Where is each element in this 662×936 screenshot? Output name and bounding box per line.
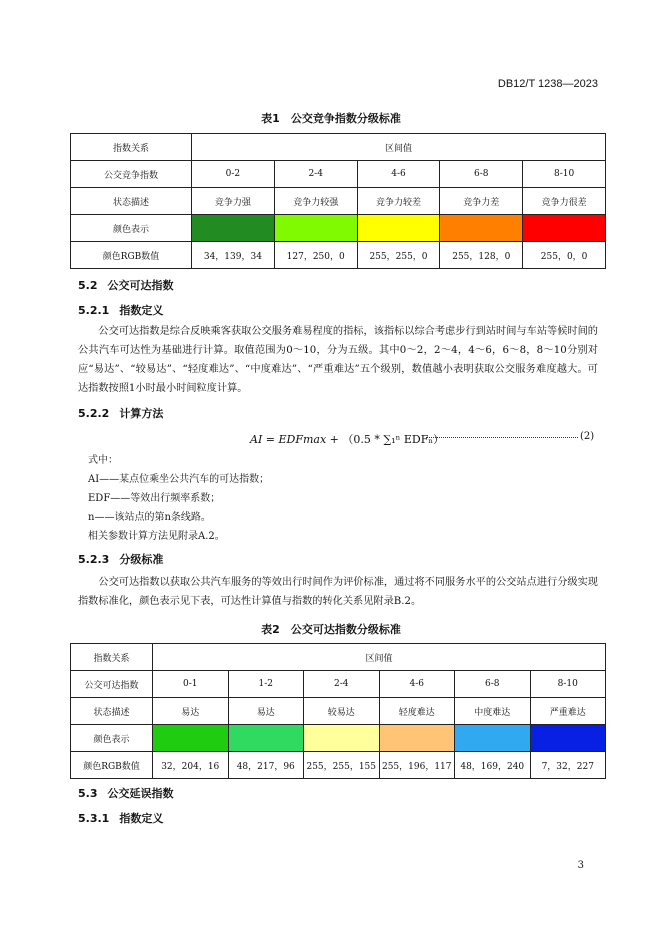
table-cell: 0-1 [153,671,229,698]
section-number: 5.3.1 [78,812,110,825]
section-number: 5.3 [78,787,98,800]
table1 [70,133,606,269]
table2-row-label-index: 公交可达指数 [71,671,153,698]
table-cell: 8-10 [530,671,606,698]
table-cell: 竞争力很差 [523,188,606,215]
table2 [70,643,606,779]
table-cell: 6-8 [455,671,531,698]
table-cell: 易达 [153,698,229,725]
table-cell: 易达 [228,698,304,725]
color-swatch [380,725,455,751]
table-cell: 轻度难达 [379,698,455,725]
table-cell: 0-2 [192,161,275,188]
color-swatch [229,725,304,751]
color-swatch [304,725,379,751]
section-5-2-2-heading [78,405,163,421]
color-swatch-cell [440,215,523,242]
section-5-2-heading [78,277,174,293]
section-title: 分级标准 [119,553,164,566]
doc-code-header: DB12/T 1238—2023 [497,78,598,90]
table-cell: 255，196，117 [379,752,455,779]
table2-caption: 表2 公交可达指数分级标准 [261,623,401,636]
color-swatch [153,725,228,751]
table-cell: 竞争力较强 [274,188,357,215]
table1-corner-label: 指数关系 [71,134,192,161]
section-title: 指数定义 [119,812,164,825]
definition-line: EDF——等效出行频率系数； [88,493,221,504]
color-swatch-cell [192,215,275,242]
table-cell: 严重难达 [530,698,606,725]
table-cell: 4-6 [379,671,455,698]
table-cell: 竞争力较差 [357,188,440,215]
color-swatch-cell [357,215,440,242]
section-number: 5.2.3 [78,553,110,566]
table1-row-label-index: 公交竞争指数 [71,161,192,188]
color-swatch [192,215,274,241]
color-swatch [440,215,522,241]
formula-main: AI = EDFmax + [250,433,343,446]
color-swatch-cell [274,215,357,242]
table-cell: 1-2 [228,671,304,698]
table-cell: 255，255，155 [304,752,380,779]
section-number: 5.2 [78,279,98,292]
table2-range-label: 区间值 [153,644,606,671]
formula-tail: （0.5 * ∑₁ⁿ EDFₙ） [342,433,445,446]
table-cell: 4-6 [357,161,440,188]
color-swatch-cell [530,725,606,752]
definition-line: n——该站点的第n条线路。 [88,512,211,523]
table-cell: 255，255，0 [357,242,440,269]
color-swatch [523,215,605,241]
color-swatch-cell [228,725,304,752]
color-swatch [275,215,357,241]
table2-row-label-color: 颜色表示 [71,725,153,752]
section-5-2-3-heading [78,551,163,567]
table-cell: 255，0，0 [523,242,606,269]
formula-number: (2) [580,431,595,442]
section-title: 公交可达指数 [107,279,174,292]
table-cell: 中度难达 [455,698,531,725]
color-swatch-cell [455,725,531,752]
section-5-3-heading [78,785,174,801]
section-title: 计算方法 [119,407,164,420]
formula-leader-dots [426,437,578,438]
formula [250,431,444,447]
table2-corner-label: 指数关系 [71,644,153,671]
table-cell: 2-4 [304,671,380,698]
table-cell: 6-8 [440,161,523,188]
color-swatch [358,215,440,241]
page-number: 3 [577,860,584,871]
section-title: 公交延误指数 [107,787,174,800]
table-cell: 竞争力差 [440,188,523,215]
color-swatch-cell [153,725,229,752]
section-5-2-1-heading [78,302,163,318]
table-cell: 竞争力强 [192,188,275,215]
table-cell: 2-4 [274,161,357,188]
color-swatch-cell [523,215,606,242]
color-swatch-cell [379,725,455,752]
section-5-3-1-heading [78,810,163,826]
table-cell: 255，128，0 [440,242,523,269]
section-5-2-3-paragraph: 公交可达指数以获取公共汽车服务的等效出行时间作为评价标准，通过将不同服务水平的公交站点进行分级实现指数标准化，颜色表示见下表，可达性计算值与指数的转化关系见附录B.2。 [78,577,598,607]
table1-row-label-color: 颜色表示 [71,215,192,242]
table1-range-label: 区间值 [192,134,606,161]
table-cell: 8-10 [523,161,606,188]
table-cell: 32，204，16 [153,752,229,779]
definition-line: 相关参数计算方法见附录A.2。 [88,531,225,542]
section-number: 5.2.1 [78,304,110,317]
table1-row-label-status: 状态描述 [71,188,192,215]
table1-caption: 表1 公交竞争指数分级标准 [261,112,401,125]
definition-line: AI——某点位乘坐公共汽车的可达指数； [88,474,270,485]
table-cell: 48，169，240 [455,752,531,779]
section-number: 5.2.2 [78,407,110,420]
where-label: 式中： [88,455,118,466]
section-title: 指数定义 [119,304,164,317]
color-swatch-cell [304,725,380,752]
table1-row-label-rgb: 颜色RGB数值 [71,242,192,269]
table-cell: 34，139，34 [192,242,275,269]
table-cell: 127，250，0 [274,242,357,269]
color-swatch [455,725,530,751]
section-5-2-1-paragraph: 公交可达指数是综合反映乘客获取公交服务难易程度的指标，该指标以综合考虑步行到站时间与车站等候时间的公共汽车可达性为基础进行计算。取值范围为0～10，分为五级。其中0～2，2～4，4～6，6～8，8～10分别对应“易达”、“较易达”、“轻度难达”、“中度难达”、“严重难达”五个级别，数值越小表明获取公交服务难度越大。可达指数按照1小时最小时间粒度计算。 [78,326,598,394]
color-swatch [531,725,606,751]
table2-row-label-status: 状态描述 [71,698,153,725]
table-cell: 较易达 [304,698,380,725]
table2-row-label-rgb: 颜色RGB数值 [71,752,153,779]
table-cell: 7，32，227 [530,752,606,779]
table-cell: 48，217，96 [228,752,304,779]
